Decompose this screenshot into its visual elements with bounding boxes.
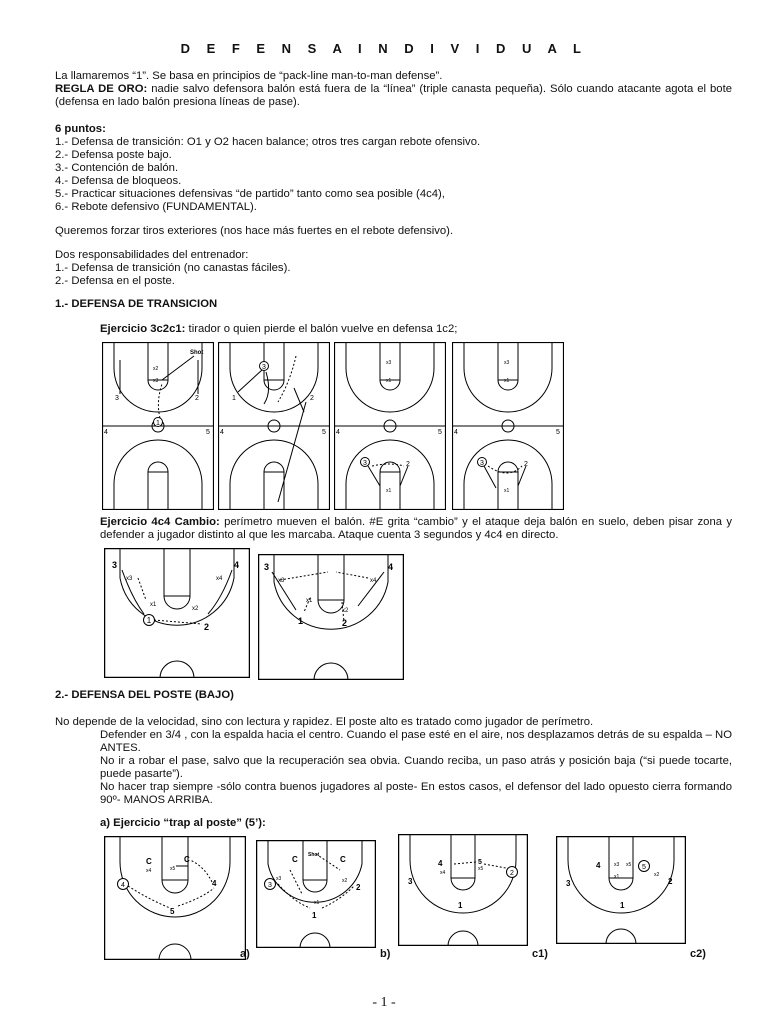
post-defense-p1: No depende de la velocidad, sino con lectura y rapidez. El poste alto es tratado como jugador de perímetro. [55,716,594,728]
player-3-label: 3 [268,882,272,889]
player-2-label: 2 [310,395,314,402]
coach-label: C [340,855,346,864]
player-4-label: 4 [388,562,394,572]
page-number: - 1 - [372,995,396,1010]
player-5-label: 5 [322,429,326,436]
court-diagram-3c2c1-3 [334,342,446,510]
six-points-heading: 6 puntos: [55,123,106,135]
exercise-4c4-text: perímetro mueven el balón. #E grita “cambio” y el ataque deja balón en suelo, deben pisar zona y defender a jugador distinto al que les marcaba. Ataque cuenta 3 segundos y 4c4 en directo. [100,516,732,542]
coach-label: C [292,855,298,864]
player-3-label: 3 [262,364,266,371]
player-2-label: 2 [356,883,361,892]
defender-x1-label: x1 [504,488,510,494]
player-3-label: 3 [408,877,413,886]
caption-b: b) [380,948,391,960]
post-defense-p4: No hacer trap siempre -sólo contra buenos jugadores al poste- En estos casos, el defensor del lado opuesto cierra formando 90º- MANOS ARRIBA. [100,781,732,807]
defender-x2-label: x2 [654,872,660,878]
player-2-label: 2 [524,461,528,468]
defender-x2-label: x2 [192,606,199,612]
defender-x4-label: x4 [370,578,377,584]
player-5-label: 5 [438,429,442,436]
court-diagram-trap-c1 [398,834,528,946]
coach-item: 2.- Defensa en el poste. [55,275,175,287]
player-2-label: 2 [510,870,514,877]
court-diagram-trap-b [256,840,376,948]
post-defense-p3: No ir a robar el pase, salvo que la recuperación sea obvia. Cuando reciba, un paso atrás y posición baja (“si puede tocarte, puede pasarte”). [100,755,732,781]
exercise-3c2c1 [100,323,732,336]
defender-x3-label: x3 [504,360,510,366]
defender-x1-label: x1 [306,598,313,604]
player-4-label: 4 [121,882,125,889]
player-4-label: 4 [596,861,601,870]
force-shots-text: Queremos forzar tiros exteriores (nos hace más fuertes en el rebote defensivo). [55,225,454,237]
exercise-3c2c1-text: tirador o quien pierde el balón vuelve en defensa 1c2; [185,323,458,335]
player-5-label: 5 [206,429,210,436]
player-2-label: 2 [195,395,199,402]
player-5-label: 5 [478,859,482,866]
caption-c2: c2) [690,948,706,960]
post-defense-p2: Defender en 3/4 , con la espalda hacia el centro. Cuando el pase esté en el aire, nos desplazamos detrás de su espalda – NO ANTES. [100,729,732,755]
six-points-item: 3.- Contención de balón. [55,162,179,174]
exercise-3c2c1-label: Ejercicio 3c2c1: [100,323,186,335]
player-5-label: 5 [556,429,560,436]
court-diagram-3c2c1-2 [218,342,330,510]
defender-x1-label: x1 [614,874,620,880]
six-points-item: 6.- Rebote defensivo (FUNDAMENTAL). [55,201,257,213]
six-points-item: 4.- Defensa de bloqueos. [55,175,182,187]
defender-x3-label: x3 [614,862,620,868]
player-1-label: 1 [620,901,625,910]
defender-x3-label: x3 [126,576,133,582]
defender-x2-label: x2 [342,878,348,884]
six-points-item: 1.- Defensa de transición: O1 y O2 hacen balance; otros tres cargan rebote ofensivo. [55,136,481,148]
player-4-label: 4 [438,859,443,868]
coach-item: 1.- Defensa de transición (no canastas fáciles). [55,262,291,274]
defender-x1-label: x1 [150,602,157,608]
defender-x1-label: x1 [504,378,510,384]
defender-x5-label: x5 [626,862,632,868]
golden-rule [55,83,732,109]
player-3-label: 3 [264,562,270,572]
defender-x4-label: x4 [440,870,446,876]
coach-label: C [146,857,152,866]
six-points-item: 5.- Practicar situaciones defensivas “de partido” tanto como sea posible (4c4), [55,188,445,200]
player-2-label: 2 [668,877,673,886]
player-5-label: 5 [642,864,646,871]
caption-c1: c1) [532,948,548,960]
defender-x1-label: x1 [386,488,392,494]
player-1-label: 1 [298,616,304,626]
defender-x3-label: x3 [278,578,285,584]
page-title: D E F E N S A I N D I V I D U A L [180,41,588,56]
section2-heading: 2.- DEFENSA DEL POSTE (BAJO) [55,689,234,701]
defender-x5-label: x5 [170,866,176,872]
court-diagram-trap-c2 [556,836,686,944]
player-3-label: 3 [566,879,571,888]
court-diagram-4c4-1 [104,548,250,678]
court-diagram-trap-a [104,836,246,960]
player-2-label: 2 [342,618,348,628]
coach-heading: Dos responsabilidades del entrenador: [55,249,249,261]
player-4-label: 4 [212,879,217,888]
player-5-label: 5 [170,907,175,916]
player-1-label: 1 [232,395,236,402]
exercise-4c4-cambio [100,516,732,542]
player-3-label: 3 [115,395,119,402]
defender-x3-label: x3 [153,378,159,384]
six-points-item: 2.- Defensa poste bajo. [55,149,172,161]
player-3-label: 3 [363,460,367,467]
defender-x2-label: x2 [342,608,349,614]
player-4-label: 4 [234,560,240,570]
player-3-label: 3 [112,560,118,570]
player-4-label: 4 [104,429,108,436]
player-4-label: 4 [454,429,458,436]
golden-rule-label: REGLA DE ORO: [55,83,148,95]
defender-x3-label: x3 [276,876,282,882]
coach-label: C [184,855,190,864]
player-3-label: 3 [480,460,484,467]
defender-x5-label: x5 [478,866,484,872]
caption-a: a) [240,948,250,960]
player-4-label: 4 [220,429,224,436]
golden-rule-text: nadie salvo defensora balón está fuera de la “línea” (triple canasta pequeña). Sólo cuando atacante agota el bote (defensa en lado balón presiona líneas de pase). [55,83,732,109]
intro-line: La llamaremos “1”. Se basa en principios de “pack-line man-to-man defense”. [55,70,443,82]
player-1-label: 1 [312,911,317,920]
defender-x2-label: x2 [153,366,159,372]
player-1-label: 1 [156,420,160,427]
trap-exercise-heading: a) Ejercicio “trap al poste” (5’): [100,817,266,829]
exercise-4c4-label: Ejercicio 4c4 Cambio: [100,516,220,528]
player-2-label: 2 [204,622,210,632]
player-2-label: 2 [406,461,410,468]
player-4-label: 4 [336,429,340,436]
section1-heading: 1.- DEFENSA DE TRANSICION [55,298,218,310]
shot-label: Shot [190,350,204,356]
court-diagram-3c2c1-4 [452,342,564,510]
court-diagram-3c2c1-1 [102,342,214,510]
shot-label: Shot [308,852,320,858]
defender-x4-label: x4 [216,576,223,582]
court-diagram-4c4-2 [258,554,404,680]
defender-x1-label: x1 [386,378,392,384]
defender-x4-label: x4 [146,868,152,874]
defender-x1-label: x1 [314,900,320,906]
defender-x3-label: x3 [386,360,392,366]
player-1-label: 1 [146,616,152,625]
player-1-label: 1 [458,901,463,910]
